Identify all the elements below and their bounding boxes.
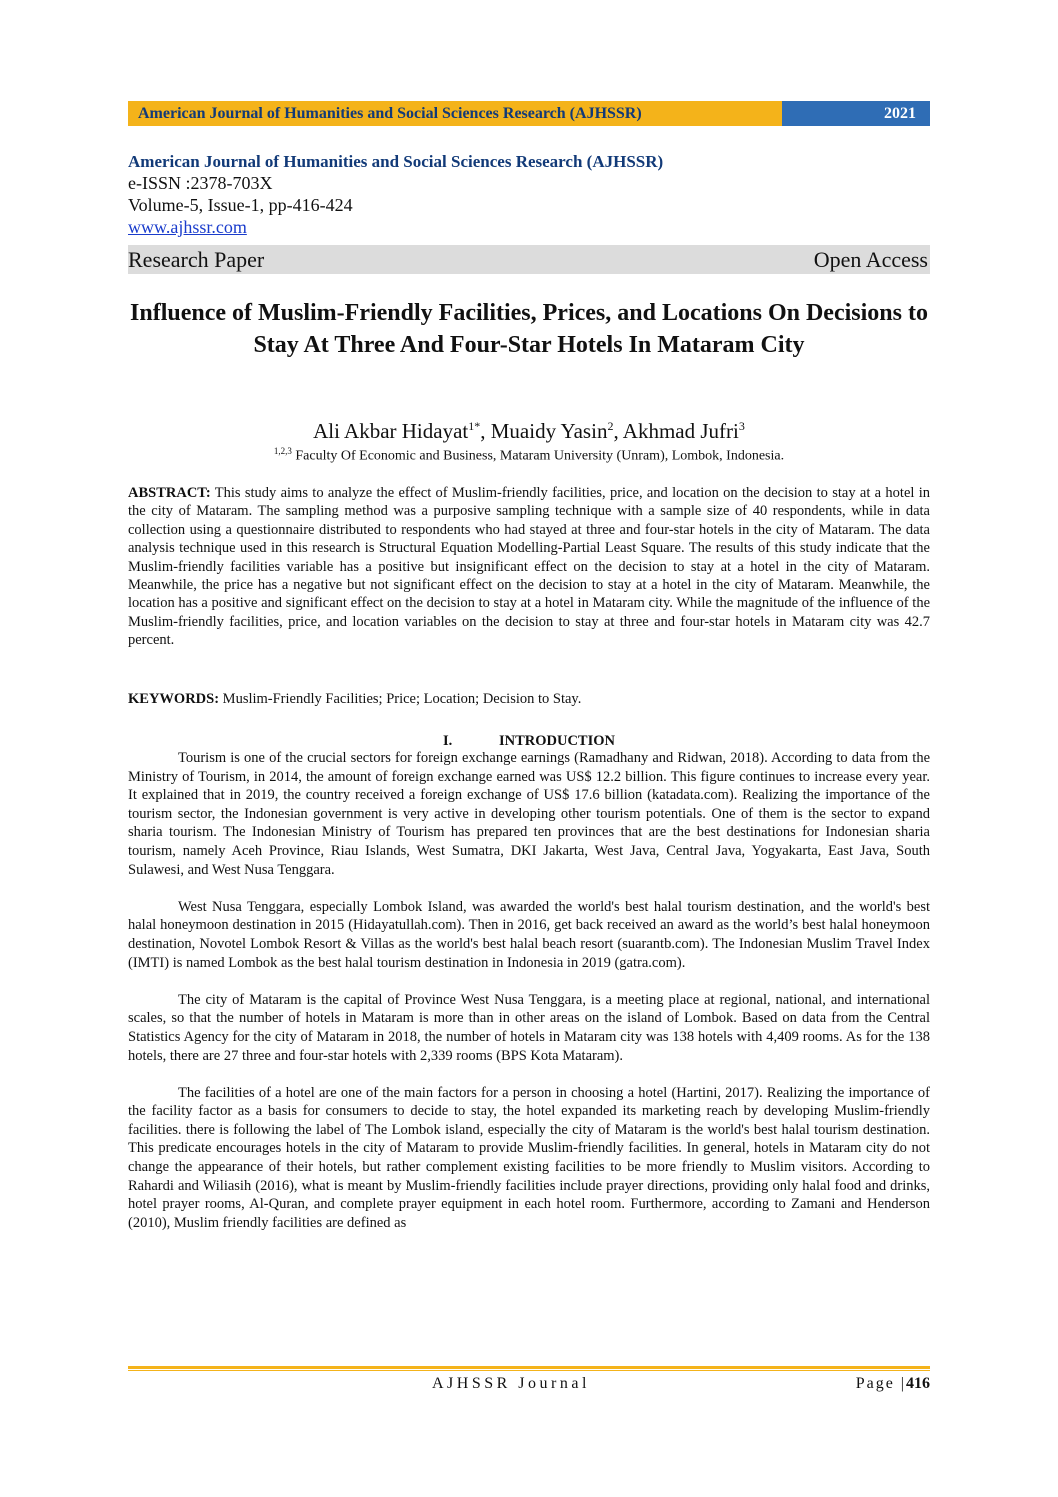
section-title: INTRODUCTION	[498, 733, 615, 749]
affiliation	[128, 442, 930, 466]
keywords	[128, 690, 930, 708]
affiliation-marks: 1,2,3	[273, 446, 292, 456]
section-heading	[128, 732, 930, 750]
eissn: e-ISSN :2378-703X	[128, 173, 273, 193]
author-name: Ali Akbar Hidayat	[313, 419, 469, 443]
website-link[interactable]: www.ajhssr.com	[128, 217, 247, 237]
paper-type-bar	[128, 245, 930, 274]
abstract-text: This study aims to analyze the effect of Muslim-friendly facilities, price, and location on the decision to stay at a hotel in the city of Mataram. The sampling method was a purposive sampling technique with a sample size of 40 respondents, while in data collection using a questionnaire distributed to respondents who had stayed at three and four-star hotels in the city of Mataram. The data analysis technique used in this research is Structural Equation Modelling-Partial Least Square. The results of this study indicate that the Muslim-friendly facilities variable has a positive but insignificant effect on the decision to stay at a hotel in the city of Mataram. Meanwhile, the price has a negative but not significant effect on the decision to stay at a hotel in the city of Mataram. Meanwhile, the location has a positive and significant effect on the decision to stay at a hotel in Mataram city. While the magnitude of the influence of the Muslim-friendly facilities, price, and location variables on the decision to stay at three and four-star hotels in Mataram city was 42.7 percent.	[128, 485, 930, 649]
paper-title: Influence of Muslim-Friendly Facilities, Prices, and Locations On Decisions to Stay At Three And Four-Star Hotels In Mataram City	[130, 300, 928, 358]
paragraph: The city of Mataram is the capital of Province West Nusa Tenggara, is a meeting place at regional, national, and international scales, so that the number of hotels in Mataram is more than in other areas on the island of Lombok. Based on data from the Central Statistics Agency for the city of Mataram in 2018, the number of hotels in Mataram city was 138 hotels with 4,409 rooms. As for the 138 hotels, there are 27 three and four-star hotels with 2,339 rooms (BPS Kota Mataram).	[128, 991, 930, 1064]
keywords-text: Muslim-Friendly Facilities; Price; Location; Decision to Stay.	[219, 691, 582, 707]
keywords-label: KEYWORDS:	[128, 691, 220, 707]
paper-type: Research Paper	[128, 246, 265, 272]
journal-title: American Journal of Humanities and Social Sciences Research (AJHSSR)	[128, 152, 664, 171]
body-text	[128, 749, 930, 1251]
abstract-label: ABSTRACT:	[128, 485, 211, 501]
running-header-journal: American Journal of Humanities and Social Sciences Research (AJHSSR)	[128, 101, 782, 126]
access-type: Open Access	[813, 246, 928, 272]
author-name: Akhmad Jufri	[622, 419, 739, 443]
section-number: I.	[442, 733, 453, 749]
footer-page	[856, 1374, 930, 1394]
footer-rule	[128, 1366, 930, 1371]
paragraph: Tourism is one of the crucial sectors for foreign exchange earnings (Ramadhany and Ridwan, 2018). According to data from the Ministry of Tourism, in 2014, the amount of foreign exchange earned was US$ 12.2 billion. This figure continues to increase every year. It explained that in 2019, the country received a foreign exchange of US$ 17.6 billion (katadata.com). Realizing the importance of the tourism sector, the Indonesian government is very active in developing other tourism potentials. One of them is the sector to expand sharia tourism. The Indonesian Ministry of Tourism has prepared ten provinces that are the best destinations for Indonesian sharia tourism, namely Aceh Province, Riau Islands, West Sumatra, DKI Jakarta, West Java, Central Java, Yogyakarta, East Java, South Sulawesi, and West Nusa Tenggara.	[128, 750, 930, 878]
paragraph: The facilities of a hotel are one of the main factors for a person in choosing a hotel (Hartini, 2017). Realizing the importance of the facility factor as a basis for consumers to decide to stay, the hotel expanded its marketing reach by developing Muslim-friendly facilities. there is following the label of The Lombok island, especially the city of Mataram is the world's best halal tourism destination. This predicate encourages hotels in the city of Mataram to provide Muslim-friendly facilities. In general, hotels in Mataram city do not change the appearance of their hotels, but rather complement existing facilities to be more friendly to Muslim visitors. According to Rahardi and Wiliasih (2016), what is meant by Muslim-friendly facilities include prayer directions, providing only halal food and drinks, hotel prayer rooms, Al-Quran, and complete prayer equipment in each hotel room. Furthermore, according to Zamani and Henderson (2010), Muslim friendly facilities are defined as	[128, 1084, 930, 1231]
author-affil-mark: 2	[607, 419, 614, 433]
running-header-year: 2021	[782, 101, 930, 126]
volume-info: Volume-5, Issue-1, pp-416-424	[128, 195, 353, 215]
journal-info	[128, 152, 930, 238]
author-list: Ali Akbar Hidayat$^{1*}$, Muaidy Yasin$^2$, Akhmad Jufri$^3$	[313, 419, 745, 443]
author-affil-mark: 1*	[468, 419, 481, 433]
author-affil-mark: 3	[738, 419, 745, 433]
running-header	[128, 101, 930, 126]
author-name: Muaidy Yasin	[490, 419, 608, 443]
page-number: 416	[906, 1375, 930, 1392]
affiliation-text: Faculty Of Economic and Business, Mataram University (Unram), Lombok, Indonesia.	[291, 448, 785, 464]
footer-journal: AJHSSR Journal	[432, 1375, 590, 1392]
paragraph: West Nusa Tenggara, especially Lombok Island, was awarded the world's best halal tourism destination, and the world's best halal honeymoon destination in 2015 (Hidayatullah.com). Then in 2016, get back received an award as the world’s best halal honeymoon destination, Novotel Lombok Resort & Villas as the world's best halal beach resort (suarantb.com). The Indonesian Muslim Travel Index (IMTI) is named Lombok as the best halal tourism destination in Indonesia in 2019 (gatra.com).	[128, 898, 930, 971]
footer-page-label: Page |	[855, 1375, 906, 1392]
abstract	[128, 484, 930, 650]
